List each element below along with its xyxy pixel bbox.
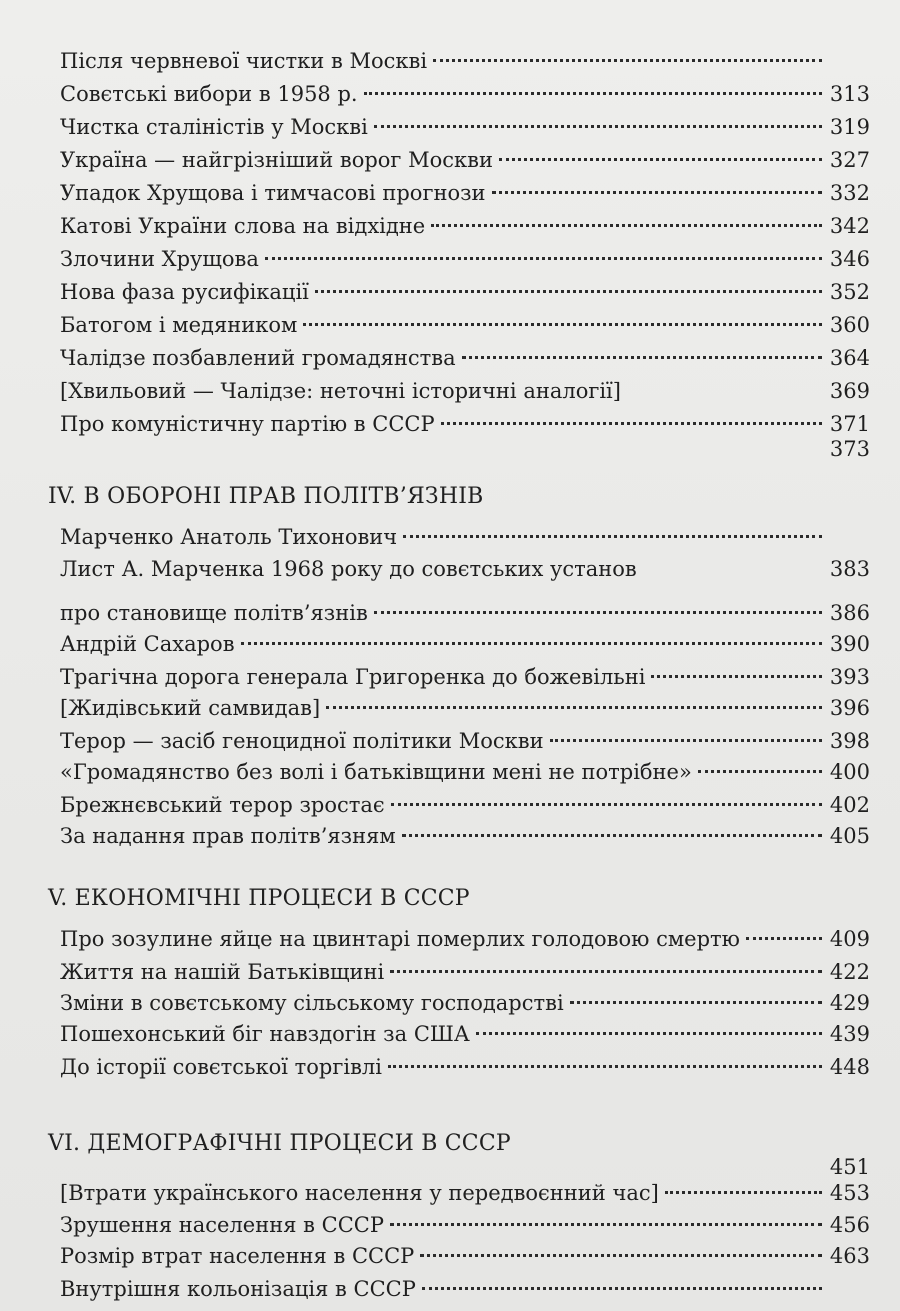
toc-leader-dots (665, 1190, 822, 1194)
toc-entry-page: 369 (829, 379, 870, 403)
toc-entry-title: Про зозулине яйце на цвинтарі померлих голодовою смертю (60, 927, 740, 951)
toc-entry (60, 520, 870, 554)
toc-entry (60, 1017, 870, 1051)
toc-entry (60, 986, 870, 1020)
toc-entry-title: Чистка сталіністів у Москві (60, 115, 368, 139)
toc-entry (60, 724, 870, 758)
section-title-v: V. ЕКОНОМІЧНІ ПРОЦЕСИ В СССР (48, 886, 470, 911)
toc-entry-title: Про комуністичну партію в СССР (60, 412, 435, 436)
toc-entry-title: Совєтські вибори в 1958 р. (60, 82, 358, 106)
toc-leader-dots (422, 1286, 822, 1290)
toc-entry-page: 386 (829, 601, 870, 625)
toc-leader-dots (420, 1253, 822, 1257)
toc-entry-page: 327 (829, 148, 870, 172)
toc-entry-title: Україна — найгрізніший ворог Москви (60, 148, 493, 172)
toc-entry (60, 143, 870, 177)
toc-entry-page: 400 (829, 760, 870, 784)
toc-entry-title: Чалідзе позбавлений громадянства (60, 346, 456, 370)
toc-entry-title: Трагічна дорога генерала Григоренка до божевільні (60, 665, 646, 689)
toc-leader-dots (374, 124, 822, 128)
toc-leader-dots (499, 157, 822, 161)
toc-entry-title: Терор — засіб геноцидної політики Москви (60, 729, 544, 753)
toc-leader-dots (550, 738, 822, 742)
toc-entry-title: Зрушення населення в СССР (60, 1213, 384, 1237)
toc-entry-title: «Громадянство без волі і батьківщини мені не потрібне» (60, 760, 692, 784)
toc-leader-dots (746, 936, 822, 940)
toc-entry-title: Внутрішня кольонізація в СССР (60, 1277, 416, 1301)
toc-entry-title: [Жидівський самвидав] (60, 696, 321, 720)
toc-entry-title: Лист А. Марченка 1968 року до совєтських установ (60, 557, 637, 581)
toc-leader-dots (66, 1167, 822, 1168)
toc-leader-dots (303, 322, 822, 326)
toc-entry-title: [Втрати українського населення у передвоєнний час] (60, 1181, 659, 1205)
toc-entry-page: 456 (829, 1213, 870, 1237)
toc-entry (60, 1050, 870, 1084)
toc-entry (60, 660, 870, 694)
toc-entry-title: Андрій Сахаров (60, 632, 235, 656)
toc-entry (60, 242, 870, 276)
toc-entry (60, 176, 870, 210)
toc-entry (60, 691, 870, 725)
toc-leader-dots (431, 223, 822, 227)
toc-entry-page: 371 (829, 412, 870, 436)
toc-leader-dots (651, 674, 822, 678)
toc-leader-dots (326, 705, 822, 709)
toc-leader-dots (643, 569, 822, 570)
toc-entry-page: 390 (829, 632, 870, 656)
toc-entry-page: 360 (829, 313, 870, 337)
toc-entry-title: Зміни в совєтському сільському господарстві (60, 991, 564, 1015)
toc-entry (60, 110, 870, 144)
toc-entry-page: 383 (829, 557, 870, 581)
toc-leader-dots (390, 969, 822, 973)
toc-entry-page: 463 (829, 1244, 870, 1268)
toc-entry (60, 1239, 870, 1273)
toc-entry-page: 319 (829, 115, 870, 139)
toc-entry-title: [Хвильовий — Чалідзе: неточні історичні аналогії] (60, 379, 621, 403)
toc-leader-dots (476, 1031, 822, 1035)
toc-entry-title: Брежнєвський терор зростає (60, 793, 385, 817)
toc-entry-page: 313 (829, 82, 870, 106)
toc-entry-title: Розмір втрат населення в СССР (60, 1244, 415, 1268)
toc-entry-page: 453 (829, 1181, 870, 1205)
section-title-iv: IV. В ОБОРОНІ ПРАВ ПОЛІТВ’ЯЗНІВ (48, 484, 484, 509)
toc-entry (60, 552, 870, 586)
toc-leader-dots (403, 534, 822, 538)
toc-entry (60, 341, 870, 375)
toc-entry-page: 352 (829, 280, 870, 304)
toc-leader-dots (391, 802, 822, 806)
toc-entry-title: Пошехонський біг навздогін за США (60, 1022, 470, 1046)
toc-leader-dots (698, 769, 822, 773)
toc-leader-dots (433, 58, 822, 62)
toc-entry (60, 819, 870, 853)
toc-entry-page: 364 (829, 346, 870, 370)
toc-entry-title: Нова фаза русифікації (60, 280, 309, 304)
toc-leader-dots (462, 355, 822, 359)
toc-entry-page: 451 (829, 1155, 870, 1179)
toc-entry (60, 1208, 870, 1242)
toc-entry-title: Злочини Хрущова (60, 247, 259, 271)
toc-entry-title: Життя на нашій Батьківщині (60, 960, 385, 984)
toc-leader-dots (627, 391, 822, 392)
toc-entry (60, 209, 870, 243)
toc-entry-title: про становище політв’язнів (60, 601, 368, 625)
toc-entry-title: Упадок Хрущова і тимчасові прогнози (60, 181, 486, 205)
toc-entry (60, 755, 870, 789)
toc-entry (60, 955, 870, 989)
toc-entry-page: 429 (829, 991, 870, 1015)
toc-entry-page: 405 (829, 824, 870, 848)
toc-entry (60, 596, 870, 630)
toc-entry (60, 77, 870, 111)
toc-entry-title: Батогом і медяником (60, 313, 298, 337)
toc-entry-page: 409 (829, 927, 870, 951)
toc-leader-dots (265, 256, 822, 260)
toc-entry-page: 393 (829, 665, 870, 689)
toc-entry-title: Після червневої чистки в Москві (60, 49, 428, 73)
toc-leader-dots (402, 833, 822, 837)
toc-entry (60, 1176, 870, 1210)
toc-entry (60, 432, 870, 466)
toc-entry-title: Катові України слова на відхідне (60, 214, 426, 238)
toc-leader-dots (315, 289, 822, 293)
toc-leader-dots (570, 1000, 822, 1004)
toc-leader-dots (390, 1222, 822, 1226)
toc-leader-dots (374, 610, 822, 614)
toc-entry-page: 342 (829, 214, 870, 238)
toc-entry (60, 374, 870, 408)
toc-entry (60, 44, 870, 78)
toc-entry-page: 402 (829, 793, 870, 817)
toc-entry-title: До історії совєтської торгівлі (60, 1055, 382, 1079)
toc-entry (60, 627, 870, 661)
toc-leader-dots (388, 1064, 822, 1068)
toc-entry-page: 332 (829, 181, 870, 205)
toc-entry (60, 922, 870, 956)
toc-leader-dots (492, 190, 822, 194)
toc-entry-page: 373 (829, 437, 870, 461)
toc-leader-dots (66, 449, 822, 450)
toc-entry-page: 396 (829, 696, 870, 720)
toc-entry (60, 308, 870, 342)
toc-entry-title: За надання прав політв’язням (60, 824, 396, 848)
section-title-vi: VI. ДЕМОГРАФІЧНІ ПРОЦЕСИ В СССР (48, 1131, 511, 1156)
toc-entry-page: 398 (829, 729, 870, 753)
toc-entry-title: Марченко Анатоль Тихонович (60, 525, 398, 549)
toc-entry-page: 346 (829, 247, 870, 271)
toc-entry (60, 1272, 870, 1306)
toc-entry-page: 422 (829, 960, 870, 984)
toc-entry (60, 275, 870, 309)
toc-entry-page: 448 (829, 1055, 870, 1079)
toc-entry-page: 439 (829, 1022, 870, 1046)
toc-entry (60, 788, 870, 822)
toc-leader-dots (241, 641, 822, 645)
toc-leader-dots (441, 421, 822, 425)
toc-leader-dots (364, 91, 822, 95)
